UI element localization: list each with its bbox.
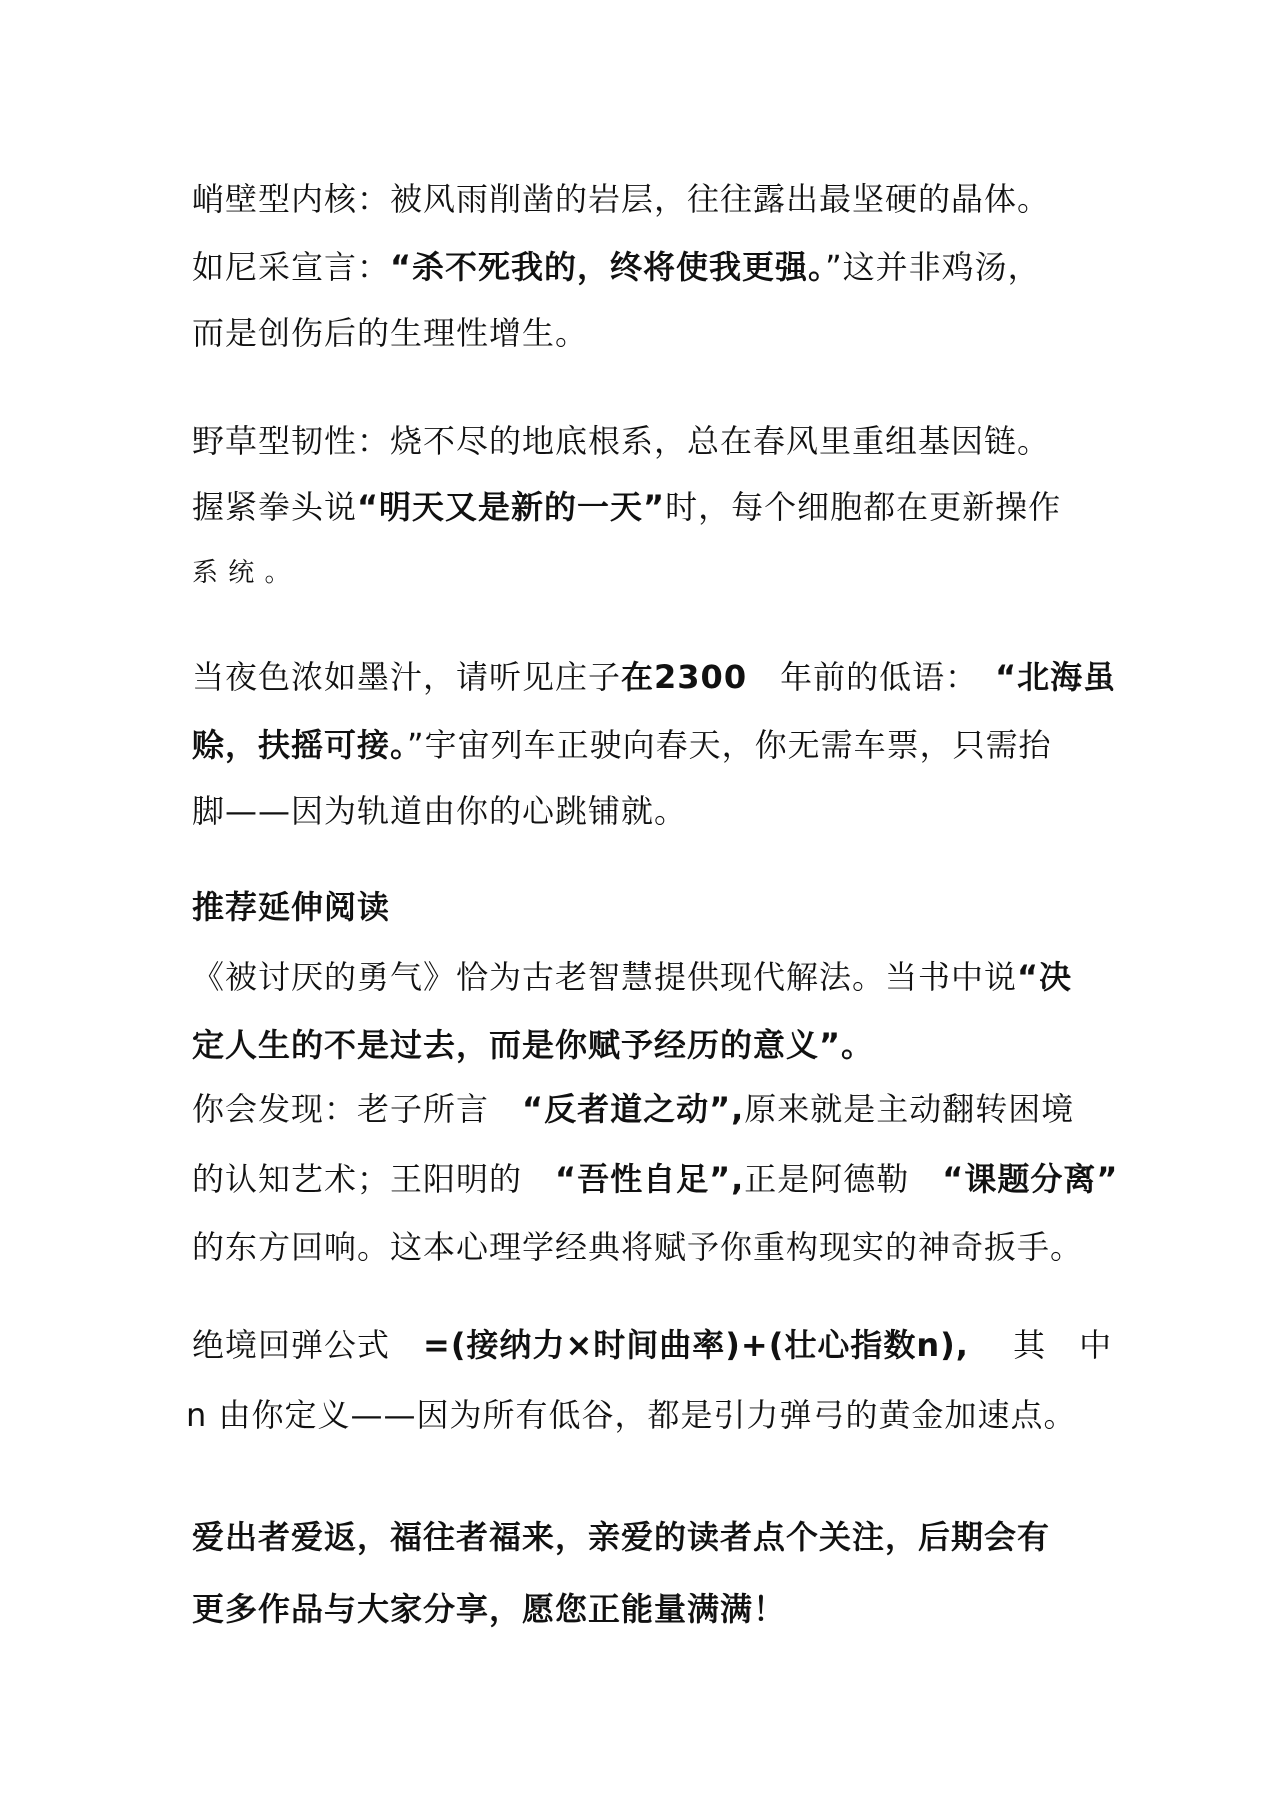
quote-book: “决 [1017,958,1073,996]
quote-wangyangming: “吾性自足”, [555,1160,745,1198]
p2-line-2 [192,486,1092,528]
p5-line-2: n 由你定义——因为所有低谷，都是引力弹弓的黄金加速点。 [186,1396,1077,1434]
text: ”这并非鸡汤， [825,248,1041,286]
p1-line-2 [192,246,1092,288]
p4-line-4 [192,1158,1119,1200]
p4-line-3 [192,1088,1092,1130]
p3-line-1 [192,656,1117,698]
text: 时，每个细胞都在更新操作 [665,488,1062,526]
text: 《被讨厌的勇气》恰为古老智慧提供现代解法。当书中说 [192,958,1018,996]
text: 正是阿德勒 [744,1160,910,1198]
text: 原来就是主动翻转困境 [744,1090,1075,1128]
formula: =(接纳力×时间曲率)+(壮心指数n), [423,1326,969,1364]
text: ”宇宙列车正驶向春天，你无需车票，只需抬 [407,726,1052,764]
p4-line-5: 的东方回响。这本心理学经典将赋予你重构现实的神奇扳手。 [192,1228,1084,1266]
text: 当夜色浓如墨汁，请听见庄子 [192,658,622,696]
quote-laozi: “反者道之动”, [522,1090,745,1128]
text: 如尼采宣言： [192,248,391,286]
p1-line-1: 峭壁型内核：被风雨削凿的岩层，往往露出最坚硬的晶体。 [192,180,1051,218]
quote-zhuangzi: “北海虽 [995,658,1117,696]
p2-line-1: 野草型韧性：烧不尽的地底根系，总在春风里重组基因链。 [192,422,1051,460]
p3-line-3: 脚——因为轨道由你的心跳铺就。 [192,792,688,830]
p2-line-3: 系 统 。 [192,558,292,588]
section-heading: 推荐延伸阅读 [192,888,391,926]
closing-line-1: 爱出者爱返，福往者福来，亲爱的读者点个关注，后期会有 [192,1518,1051,1556]
quote-zhuangzi-end: 赊，扶摇可接。 [192,726,408,764]
quote-adler: “课题分离” [942,1160,1119,1198]
quote-tomorrow: “明天又是新的一天” [357,488,666,526]
text: 你会发现：老子所言 [192,1090,490,1128]
year-2300: 在2300 [621,658,748,696]
p3-line-2 [192,724,1092,766]
p4-line-2: 定人生的不是过去，而是你赋予经历的意义”。 [192,1026,875,1064]
p5-line-1 [192,1324,1113,1366]
text: 其 中 [1013,1326,1113,1364]
quote-nietzsche: “杀不死我的，终将使我更强。 [390,248,826,286]
text: 绝境回弹公式 [192,1326,391,1364]
text: 年前的低语： [780,658,963,696]
text: 的认知艺术；王阳明的 [192,1160,523,1198]
text: 握紧拳头说 [192,488,358,526]
closing-line-2: 更多作品与大家分享，愿您正能量满满！ [192,1590,787,1628]
p1-line-3: 而是创伤后的生理性增生。 [192,314,589,352]
p4-line-1 [192,956,1092,998]
